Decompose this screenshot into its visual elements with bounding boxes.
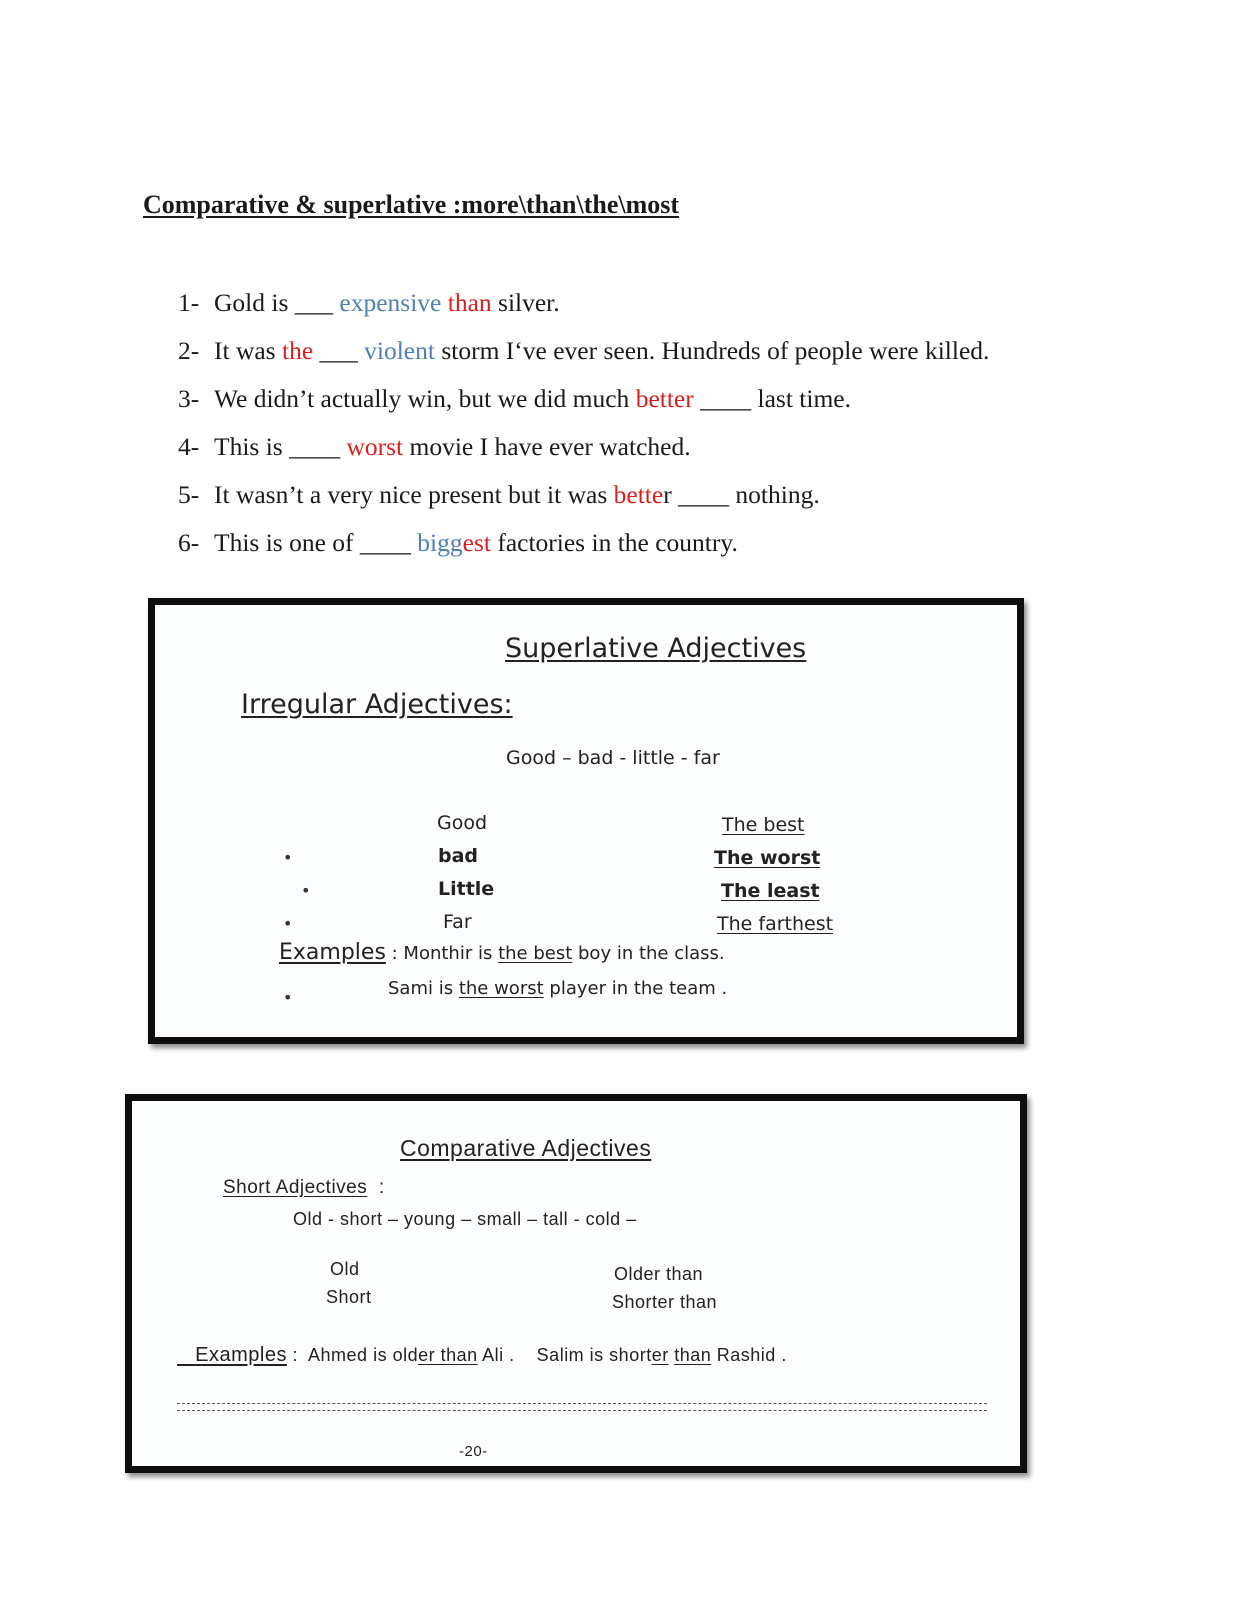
base-adjective: Good bbox=[437, 812, 488, 834]
exercise-item bbox=[178, 525, 989, 573]
sentence-text: Gold is ___ bbox=[214, 288, 340, 317]
page-number: -20- bbox=[459, 1443, 488, 1460]
example-text: Sami is bbox=[388, 978, 459, 999]
exercise-item bbox=[178, 429, 989, 477]
example-text: Ahmed is old bbox=[308, 1345, 419, 1365]
base-adjective: Little bbox=[438, 878, 495, 900]
comparative-adjectives-box bbox=[125, 1094, 1027, 1473]
superlative-form: The least bbox=[721, 880, 820, 902]
irregular-adjectives-heading: Irregular Adjectives: bbox=[241, 689, 513, 720]
example-line bbox=[177, 1344, 787, 1367]
bullet-dot: • bbox=[283, 988, 293, 1007]
answer-word: than bbox=[447, 288, 492, 317]
short-adjectives-heading bbox=[223, 1177, 385, 1199]
answer-word: est bbox=[462, 528, 491, 557]
examples-label: Examples bbox=[279, 940, 386, 965]
example-line-1 bbox=[279, 940, 725, 965]
answer-word: expensive bbox=[339, 288, 442, 317]
sentence-text: It was bbox=[214, 336, 282, 365]
exercise-item bbox=[178, 477, 989, 525]
exercise-list bbox=[178, 285, 989, 573]
examples-label-text: Examples bbox=[195, 1344, 287, 1366]
exercise-item bbox=[178, 333, 989, 381]
page-title: Comparative & superlative :more\than\the\most bbox=[143, 190, 680, 219]
adjective-list: Good – bad - little - far bbox=[506, 747, 720, 769]
sentence-text: movie I have ever watched. bbox=[403, 432, 691, 461]
example-text: Ali . bbox=[477, 1345, 515, 1365]
sentence-text: It wasn’t a very nice present but it was bbox=[214, 480, 614, 509]
exercise-number: 1- bbox=[178, 288, 200, 317]
adjective-list: Old - short – young – small – tall - cold – bbox=[293, 1209, 637, 1229]
example-text: player in the team . bbox=[543, 978, 728, 999]
example-highlight: the best bbox=[498, 943, 573, 964]
exercise-item bbox=[178, 381, 989, 429]
short-adjectives-label: Short Adjectives bbox=[223, 1177, 368, 1198]
sentence-text: ___ bbox=[313, 336, 365, 365]
separator-line bbox=[177, 1403, 987, 1411]
example-highlight: er than bbox=[418, 1345, 478, 1365]
exercise-number: 2- bbox=[178, 336, 200, 365]
bullet-dot: • bbox=[283, 914, 293, 933]
sentence-text: storm I‘ve ever seen. Hundreds of people were killed. bbox=[434, 336, 990, 365]
bullet-dot: • bbox=[283, 848, 293, 867]
base-adjective: Far bbox=[443, 911, 472, 933]
answer-word: violent bbox=[364, 336, 435, 365]
comparative-form: Older than bbox=[614, 1264, 704, 1284]
exercise-number: 5- bbox=[178, 480, 200, 509]
exercise-number: 3- bbox=[178, 384, 200, 413]
sentence-text: factories in the country. bbox=[490, 528, 738, 557]
base-adjective: Old bbox=[330, 1259, 360, 1279]
sentence-text: This is one of ____ bbox=[214, 528, 418, 557]
comparative-heading: Comparative Adjectives bbox=[400, 1135, 652, 1161]
superlative-adjectives-box bbox=[148, 598, 1024, 1044]
sentence-text: silver. bbox=[491, 288, 560, 317]
superlative-form: The farthest bbox=[717, 913, 834, 935]
example-highlight: er bbox=[651, 1345, 669, 1365]
superlative-form: The worst bbox=[714, 847, 821, 869]
colon: : bbox=[292, 1345, 299, 1365]
exercise-number: 6- bbox=[178, 528, 200, 557]
base-adjective: Short bbox=[326, 1287, 372, 1307]
exercise-number: 4- bbox=[178, 432, 200, 461]
sentence-text: This is ____ bbox=[214, 432, 347, 461]
exercise-item bbox=[178, 285, 989, 333]
sentence-text: ____ last time. bbox=[693, 384, 851, 413]
example-text: Rashid . bbox=[711, 1345, 787, 1365]
sentence-text: r ____ nothing. bbox=[663, 480, 820, 509]
superlative-form: The best bbox=[722, 814, 805, 836]
example-text: Salim is short bbox=[536, 1345, 652, 1365]
superlative-heading: Superlative Adjectives bbox=[505, 633, 807, 664]
answer-word: bette bbox=[613, 480, 664, 509]
comparative-form: Shorter than bbox=[612, 1292, 718, 1312]
answer-word: worst bbox=[346, 432, 404, 461]
example-text: : Monthir is bbox=[391, 943, 499, 964]
answer-word: the bbox=[281, 336, 314, 365]
answer-word: better bbox=[635, 384, 694, 413]
sentence-text: We didn’t actually win, but we did much bbox=[214, 384, 636, 413]
examples-label bbox=[177, 1344, 287, 1366]
bullet-dot: • bbox=[301, 881, 311, 900]
colon: : bbox=[378, 1177, 385, 1198]
base-adjective: bad bbox=[438, 845, 479, 867]
example-highlight: than bbox=[674, 1345, 712, 1365]
example-line-2 bbox=[388, 978, 727, 999]
answer-word: bigg bbox=[417, 528, 463, 557]
example-text: boy in the class. bbox=[572, 943, 725, 964]
example-highlight: the worst bbox=[458, 978, 544, 999]
